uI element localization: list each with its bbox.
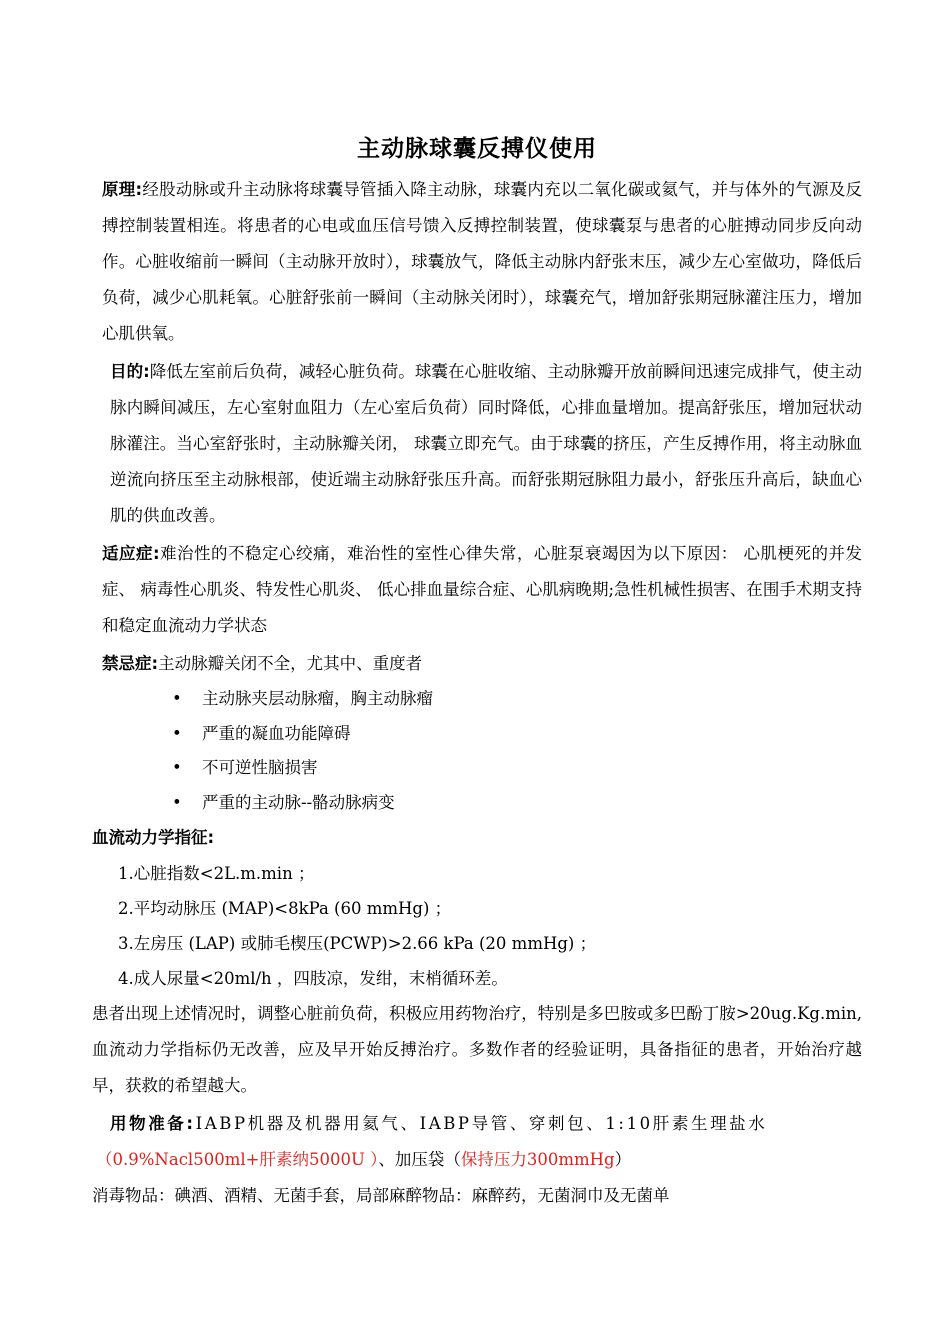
principle-text: 经股动脉或升主动脉将球囊导管插入降主动脉，球囊内充以二氧化碳或氦气，并与体外的气源及反搏控制装置相连。将患者的心电或血压信号馈入反搏控制装置，使球囊泵与患者的心脏搏动同步反向动作。心脏收缩前一瞬间（主动脉开放时），球囊放气，降低主动脉内舒张末压，减少左心室做功，降低后负荷，减少心肌耗氧。心脏舒张前一瞬间（主动脉关闭时），球囊充气，增加舒张期冠脉灌注压力，增加心肌供氧。: [102, 180, 863, 343]
list-item: • 严重的凝血功能障碍: [172, 717, 862, 752]
indications-label: 适应症:: [102, 544, 160, 563]
hemodynamics-note: 患者出现上述情况时，调整心脏前负荷，积极应用药物治疗，特别是多巴胺或多巴酚丁胺>20ug.Kg.min, 血流动力学指标仍无改善，应及早开始反搏治疗。多数作者的经验证明，具备指征的患者，开始治疗越早，获救的希望越大。: [92, 1004, 862, 1095]
list-item: • 主动脉夹层动脉瘤，胸主动脉瘤: [172, 682, 862, 717]
document-page: [92, 128, 862, 1214]
page-title: 主动脉球囊反搏仪使用: [357, 136, 597, 162]
materials-detail-line: [92, 1142, 862, 1178]
purpose-paragraph: [92, 354, 862, 534]
disinfect-line: 消毒物品：碘酒、酒精、无菌手套，局部麻醉物品：麻醉药，无菌洞巾及无菌单: [92, 1186, 670, 1205]
bullet-icon: •: [172, 689, 182, 708]
saline-formula: （0.9%Nacl500ml+肝素纳5000U ）: [96, 1150, 379, 1169]
hemodynamics-heading: 血流动力学指征:: [92, 828, 215, 847]
list-item: • 严重的主动脉--骼动脉病变: [172, 786, 862, 821]
contraindications-paragraph: [92, 646, 862, 682]
purpose-label: 目的:: [110, 362, 150, 381]
materials-mid-text: 、加压袋（: [378, 1150, 461, 1169]
list-item: • 不可逆性脑损害: [172, 751, 862, 786]
materials-label: 用物准备:: [110, 1114, 196, 1133]
bullet-icon: •: [172, 758, 182, 777]
hemodynamics-item: 1.心脏指数<2L.m.min ；: [118, 864, 315, 883]
hemodynamics-item: 3.左房压 (LAP) 或肺毛楔压(PCWP)>2.66 kPa (20 mmHg) ；: [118, 934, 597, 953]
materials-close-text: ）: [614, 1150, 632, 1169]
contraindications-list: [92, 682, 862, 820]
principle-paragraph: [92, 172, 862, 352]
materials-text: IABP机器及机器用氦气、IABP导管、穿刺包、1:10肝素生理盐水: [195, 1114, 768, 1133]
pressure-value: 保持压力300mmHg: [460, 1150, 615, 1169]
purpose-text: 降低左室前后负荷，减轻心脏负荷。球囊在心脏收缩、主动脉瓣开放前瞬间迅速完成排气，使主动脉内瞬间减压，左心室射血阻力（左心室后负荷）同时降低，心排血量增加。提高舒张压，增加冠状动脉灌注。当心室舒张时，主动脉瓣关闭， 球囊立即充气。由于球囊的挤压，产生反搏作用，将主动脉血逆流向挤压至主动脉根部，使近端主动脉舒张压升高。而舒张期冠脉阻力最小，舒张压升高后，缺血心肌的供血改善。: [110, 362, 862, 525]
indications-paragraph: [92, 536, 862, 644]
materials-paragraph: [92, 1106, 862, 1142]
hemodynamics-item: 4.成人尿量<20ml/h ，四肢凉，发绀，末梢循环差。: [118, 969, 508, 988]
contraindications-text: 主动脉瓣关闭不全，尤其中、重度者: [158, 654, 423, 673]
indications-text: 难治性的不稳定心绞痛，难治性的室性心律失常，心脏泵衰竭因为以下原因： 心肌梗死的并发症、 病毒性心肌炎、特发性心肌炎、 低心排血量综合症、心肌病晚期;急性机械性损害、在围手术期支持和稳定血流动力学状态: [102, 544, 862, 635]
contraindications-label: 禁忌症:: [102, 654, 159, 673]
principle-label: 原理:: [102, 180, 143, 199]
bullet-icon: •: [172, 792, 182, 812]
hemodynamics-item: 2.平均动脉压 (MAP)<8kPa (60 mmHg) ；: [118, 899, 452, 918]
bullet-icon: •: [172, 723, 182, 743]
